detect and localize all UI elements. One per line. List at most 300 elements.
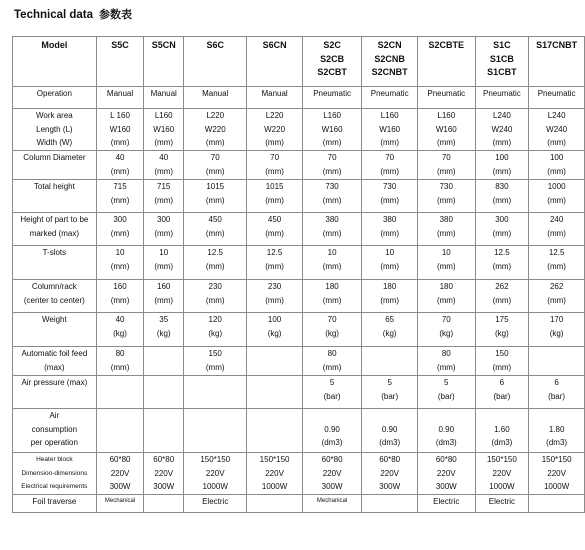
cell-line	[418, 409, 475, 423]
cell-line: (mm)	[110, 228, 130, 238]
row-label-line: Length (L)	[36, 124, 73, 134]
table-cell	[362, 109, 418, 151]
cell-line: 150*150	[486, 455, 517, 464]
cell-line: 1.60	[494, 424, 510, 434]
cell-line: 300	[113, 215, 127, 224]
row-label-line: Width (W)	[36, 138, 73, 147]
row-label-line: T-slots	[42, 248, 67, 257]
table-cell	[302, 37, 362, 87]
table-cell	[362, 180, 418, 213]
cell-line: Pneumatic	[537, 89, 576, 98]
table-cell	[529, 347, 585, 376]
cell-line: 70	[210, 153, 220, 162]
cell-line: 300	[495, 215, 509, 224]
row-label-line: per operation	[30, 438, 78, 447]
cell-line: (mm)	[154, 166, 174, 176]
cell-line: (dm3)	[321, 438, 343, 447]
table-cell	[247, 109, 302, 151]
table-cell	[475, 151, 529, 180]
cell-line: 40	[159, 153, 169, 162]
cell-line: Manual	[106, 89, 134, 98]
cell-line: 220V	[380, 468, 400, 478]
table-row	[13, 495, 585, 513]
row-label	[13, 109, 97, 151]
table-cell	[475, 280, 529, 313]
cell-line	[529, 409, 584, 423]
row-label	[13, 409, 97, 453]
cell-line: 220V	[436, 468, 456, 478]
table-row	[13, 109, 585, 151]
cell-line: Mechanical	[316, 498, 348, 504]
row-label-line: Air	[49, 411, 60, 420]
table-cell	[362, 246, 418, 280]
cell-line: 12.5	[548, 248, 565, 257]
row-label	[13, 151, 97, 180]
table-cell	[302, 151, 362, 180]
cell-line: 240	[549, 215, 564, 224]
table-cell	[247, 180, 302, 213]
row-label-line: Column/rack	[31, 282, 77, 291]
cell-line: 730	[325, 182, 339, 191]
table-cell	[475, 313, 529, 347]
cell-line: 10	[159, 248, 169, 257]
table-cell	[144, 37, 184, 87]
cell-line: S2CB	[320, 53, 345, 64]
table-cell	[302, 313, 362, 347]
cell-line: L240	[493, 111, 511, 120]
table-cell	[96, 409, 144, 453]
cell-line: Pneumatic	[370, 89, 409, 98]
table-cell	[362, 495, 418, 513]
table-cell	[362, 347, 418, 376]
table-cell	[417, 180, 475, 213]
table-cell	[302, 213, 362, 246]
table-cell	[302, 409, 362, 453]
cell-line: (mm)	[492, 362, 512, 372]
cell-line: (mm)	[154, 138, 174, 147]
table-cell	[417, 109, 475, 151]
cell-line: 380	[382, 215, 397, 224]
cell-line: 262	[549, 282, 564, 291]
table-cell	[96, 347, 144, 376]
cell-line: Manual	[202, 89, 229, 98]
cell-line: 230	[208, 282, 222, 291]
cell-line: (mm)	[205, 138, 225, 147]
cell-line: (mm)	[492, 195, 512, 205]
cell-line: 65	[385, 315, 395, 324]
cell-line: 60*80	[435, 455, 457, 464]
table-cell	[302, 453, 362, 495]
row-label-line: Heater block	[36, 456, 73, 463]
cell-line: 1015	[206, 182, 225, 191]
cell-line: (kg)	[267, 328, 282, 338]
cell-line: 60*80	[379, 455, 401, 464]
table-cell	[144, 376, 184, 409]
table-cell	[184, 280, 247, 313]
row-label-line: Work area	[35, 111, 73, 120]
table-row	[13, 213, 585, 246]
table-cell	[96, 151, 144, 180]
table-cell	[302, 246, 362, 280]
table-cell	[144, 495, 184, 513]
table-cell	[144, 280, 184, 313]
row-label-line: Foil traverse	[32, 497, 77, 506]
cell-line: Mechanical	[104, 498, 136, 504]
cell-line: Pneumatic	[313, 89, 351, 98]
table-cell	[184, 246, 247, 280]
table-cell	[362, 280, 418, 313]
cell-line: (mm)	[265, 228, 284, 238]
cell-line: (mm)	[322, 362, 342, 372]
table-cell	[247, 347, 302, 376]
table-cell	[184, 37, 247, 87]
row-label	[13, 180, 97, 213]
cell-line: 220V	[154, 468, 174, 478]
cell-line: (mm)	[154, 228, 174, 238]
table-cell	[247, 87, 302, 109]
row-label	[13, 87, 97, 109]
table-cell	[144, 409, 184, 453]
table-cell	[417, 453, 475, 495]
row-label-line: Dimension-dimensions	[21, 469, 88, 477]
cell-line: Pneumatic	[427, 89, 466, 98]
cell-line: S1CBT	[487, 67, 517, 77]
technical-data-table	[12, 36, 585, 513]
cell-line: L220	[265, 111, 284, 120]
table-cell	[302, 109, 362, 151]
cell-line: S6C	[206, 40, 224, 50]
cell-line: 1.80	[548, 424, 565, 434]
table-cell	[362, 87, 418, 109]
cell-line: 80	[327, 349, 337, 358]
cell-line: (dm3)	[546, 438, 568, 447]
cell-line: (mm)	[322, 228, 342, 238]
cell-line: 0.90	[324, 424, 340, 434]
cell-line: 1015	[265, 182, 284, 191]
row-label-line: Air pressure (max)	[21, 378, 88, 387]
cell-line: 170	[549, 315, 564, 324]
cell-line: 300W	[109, 482, 131, 491]
table-cell	[144, 213, 184, 246]
cell-line: S2C	[323, 40, 341, 50]
cell-line: W220	[264, 124, 286, 134]
cell-line: 60*80	[321, 455, 343, 464]
cell-line: 230	[267, 282, 282, 291]
table-cell	[362, 453, 418, 495]
cell-line: (mm)	[547, 195, 566, 205]
cell-line: Manual	[150, 89, 177, 98]
cell-line: 150*150	[200, 455, 231, 464]
cell-line: W160	[153, 124, 175, 134]
cell-line: 450	[267, 215, 282, 224]
cell-line: (dm3)	[435, 438, 457, 447]
table-cell	[96, 87, 144, 109]
table-row	[13, 246, 585, 280]
cell-line: (mm)	[265, 295, 284, 305]
table-cell	[184, 495, 247, 513]
cell-line: 1000W	[543, 482, 570, 491]
cell-line: (mm)	[110, 261, 130, 271]
cell-line: S1CB	[489, 53, 514, 64]
table-cell	[417, 495, 475, 513]
cell-line: 80	[441, 349, 451, 358]
table-cell	[417, 347, 475, 376]
cell-line: 220V	[265, 468, 284, 478]
table-cell	[247, 376, 302, 409]
table-cell	[96, 453, 144, 495]
cell-line: 40	[115, 315, 125, 324]
table-cell	[96, 313, 144, 347]
table-cell	[302, 347, 362, 376]
row-label-line: Automatic foil feed	[21, 349, 88, 358]
cell-line: 150*150	[259, 455, 290, 464]
cell-line: (mm)	[154, 295, 174, 305]
cell-line: (mm)	[436, 362, 456, 372]
table-cell	[475, 87, 529, 109]
cell-line: (mm)	[436, 261, 456, 271]
cell-line: (kg)	[382, 328, 397, 338]
cell-line: 830	[495, 182, 509, 191]
cell-line: 262	[495, 282, 509, 291]
cell-line: 220V	[205, 468, 225, 478]
table-cell	[302, 280, 362, 313]
table-cell	[144, 347, 184, 376]
cell-line: 80	[115, 349, 125, 358]
cell-line: Electric	[202, 497, 229, 506]
cell-line: 160	[157, 282, 171, 291]
table-cell	[184, 409, 247, 453]
table-cell	[362, 409, 418, 453]
cell-line: Electric	[433, 497, 460, 506]
row-label-line: consumption	[31, 424, 78, 434]
table-cell	[417, 37, 475, 87]
table-cell	[529, 213, 585, 246]
table-row	[13, 313, 585, 347]
table-cell	[302, 495, 362, 513]
cell-line: (mm)	[492, 295, 512, 305]
cell-line: 220V	[547, 468, 566, 478]
cell-line: (dm3)	[491, 438, 513, 447]
table-cell	[247, 313, 302, 347]
cell-line: W160	[435, 124, 457, 134]
cell-line: W160	[321, 124, 343, 134]
table-cell	[529, 246, 585, 280]
title-chinese: 参数表	[99, 8, 133, 21]
cell-line: 175	[495, 315, 509, 324]
cell-line: L240	[547, 111, 566, 120]
cell-line: 150*150	[541, 455, 572, 464]
table-cell	[362, 37, 418, 87]
cell-line: 6	[499, 378, 505, 387]
cell-line: 70	[385, 153, 395, 162]
row-label-line: Electrical requirements	[21, 483, 88, 490]
table-cell	[529, 313, 585, 347]
cell-line: (mm)	[322, 295, 342, 305]
table-cell	[184, 87, 247, 109]
table-cell	[417, 151, 475, 180]
table-cell	[475, 37, 529, 87]
cell-line: (mm)	[205, 261, 225, 271]
table-cell	[247, 37, 302, 87]
cell-line: L160	[437, 111, 456, 120]
table-cell	[302, 180, 362, 213]
table-cell	[475, 376, 529, 409]
row-label	[13, 213, 97, 246]
cell-line: (mm)	[436, 228, 456, 238]
table-cell	[475, 213, 529, 246]
cell-line: L 160	[110, 111, 130, 120]
cell-line: (kg)	[325, 328, 339, 338]
row-label-line: marked (max)	[29, 228, 80, 238]
table-row	[13, 409, 585, 453]
cell-line: 10	[327, 248, 337, 257]
cell-line: (mm)	[110, 362, 130, 372]
table-cell	[144, 151, 184, 180]
cell-line: 10	[115, 248, 125, 257]
cell-line: S2CNBT	[371, 67, 408, 77]
cell-line: (mm)	[380, 138, 399, 147]
cell-line: L160	[323, 111, 341, 120]
cell-line: (kg)	[439, 328, 454, 338]
cell-line: Manual	[261, 89, 288, 98]
row-label	[13, 495, 97, 513]
table-cell	[529, 453, 585, 495]
cell-line: S5C	[111, 40, 129, 50]
cell-line: (mm)	[380, 166, 399, 176]
cell-line: (mm)	[547, 261, 566, 271]
row-label	[13, 376, 97, 409]
cell-line: (kg)	[549, 328, 564, 338]
cell-line: (mm)	[547, 228, 566, 238]
table-cell	[529, 109, 585, 151]
table-cell	[529, 409, 585, 453]
cell-line: 10	[441, 248, 451, 257]
row-label-line: Height of part to be	[20, 215, 89, 224]
table-cell	[417, 87, 475, 109]
cell-line: (mm)	[322, 195, 342, 205]
cell-line: 220V	[110, 468, 130, 478]
row-label	[13, 37, 97, 87]
cell-line: (mm)	[110, 295, 130, 305]
cell-line: W220	[204, 124, 226, 134]
cell-line: S2CN	[377, 40, 402, 50]
row-label	[13, 246, 97, 280]
cell-line: 1000	[547, 182, 566, 191]
cell-line: 70	[441, 315, 451, 324]
cell-line: S6CN	[262, 40, 287, 50]
cell-line: (bar)	[437, 391, 455, 401]
table-cell	[184, 347, 247, 376]
cell-line: 300W	[379, 482, 401, 491]
table-cell	[96, 213, 144, 246]
table-cell	[417, 409, 475, 453]
table-cell	[247, 409, 302, 453]
table-row	[13, 376, 585, 409]
cell-line: (mm)	[265, 138, 284, 147]
cell-line: (mm)	[110, 195, 130, 205]
cell-line: 12.5	[494, 248, 510, 257]
table-cell	[475, 180, 529, 213]
table-cell	[302, 87, 362, 109]
table-cell	[96, 109, 144, 151]
cell-line	[362, 409, 417, 423]
cell-line: 100	[267, 315, 282, 324]
cell-line: 40	[115, 153, 125, 162]
cell-line: W160	[379, 124, 401, 134]
cell-line: (kg)	[495, 328, 509, 338]
table-cell	[529, 495, 585, 513]
cell-line: 715	[113, 182, 127, 191]
cell-line: (mm)	[205, 295, 225, 305]
row-label	[13, 313, 97, 347]
table-cell	[529, 151, 585, 180]
table-row	[13, 180, 585, 213]
table-cell	[184, 313, 247, 347]
cell-line: (mm)	[380, 261, 399, 271]
table-cell	[96, 37, 144, 87]
cell-line: (mm)	[436, 295, 456, 305]
cell-line: W240	[546, 124, 568, 134]
table-cell	[529, 280, 585, 313]
table-cell	[417, 213, 475, 246]
cell-line: S5CN	[151, 40, 176, 50]
cell-line: 180	[382, 282, 397, 291]
cell-line: (mm)	[492, 261, 512, 271]
cell-line: L160	[154, 111, 173, 120]
cell-line: 150	[495, 349, 509, 358]
cell-line: 730	[439, 182, 453, 191]
table-row	[13, 280, 585, 313]
cell-line: S2CNB	[374, 53, 405, 64]
cell-line: (mm)	[154, 261, 174, 271]
cell-line: (mm)	[547, 138, 566, 147]
table-cell	[96, 376, 144, 409]
cell-line: 450	[208, 215, 222, 224]
table-row	[13, 453, 585, 495]
cell-line: 180	[325, 282, 339, 291]
table-cell	[247, 453, 302, 495]
table-cell	[184, 453, 247, 495]
cell-line: 300	[157, 215, 171, 224]
cell-line: (mm)	[492, 138, 512, 147]
cell-line: (mm)	[154, 195, 174, 205]
cell-line: 100	[495, 153, 509, 162]
table-cell	[144, 87, 184, 109]
cell-line: (mm)	[436, 138, 456, 147]
table-cell	[362, 151, 418, 180]
table-cell	[96, 280, 144, 313]
row-label-line: Model	[41, 40, 68, 50]
table-cell	[417, 246, 475, 280]
table-cell	[144, 109, 184, 151]
cell-line: 300W	[435, 482, 457, 491]
cell-line: 1000W	[261, 482, 288, 491]
cell-line: L220	[206, 111, 225, 120]
cell-line	[303, 409, 362, 423]
cell-line: 180	[439, 282, 453, 291]
cell-line: 5	[387, 378, 392, 387]
cell-line: (mm)	[265, 195, 284, 205]
cell-line: 380	[439, 215, 453, 224]
table-cell	[362, 313, 418, 347]
cell-line: (mm)	[265, 261, 284, 271]
table-cell	[529, 37, 585, 87]
table-cell	[144, 180, 184, 213]
table-cell	[144, 453, 184, 495]
cell-line: (bar)	[548, 391, 566, 401]
cell-line: 6	[554, 378, 559, 387]
table-cell	[417, 376, 475, 409]
